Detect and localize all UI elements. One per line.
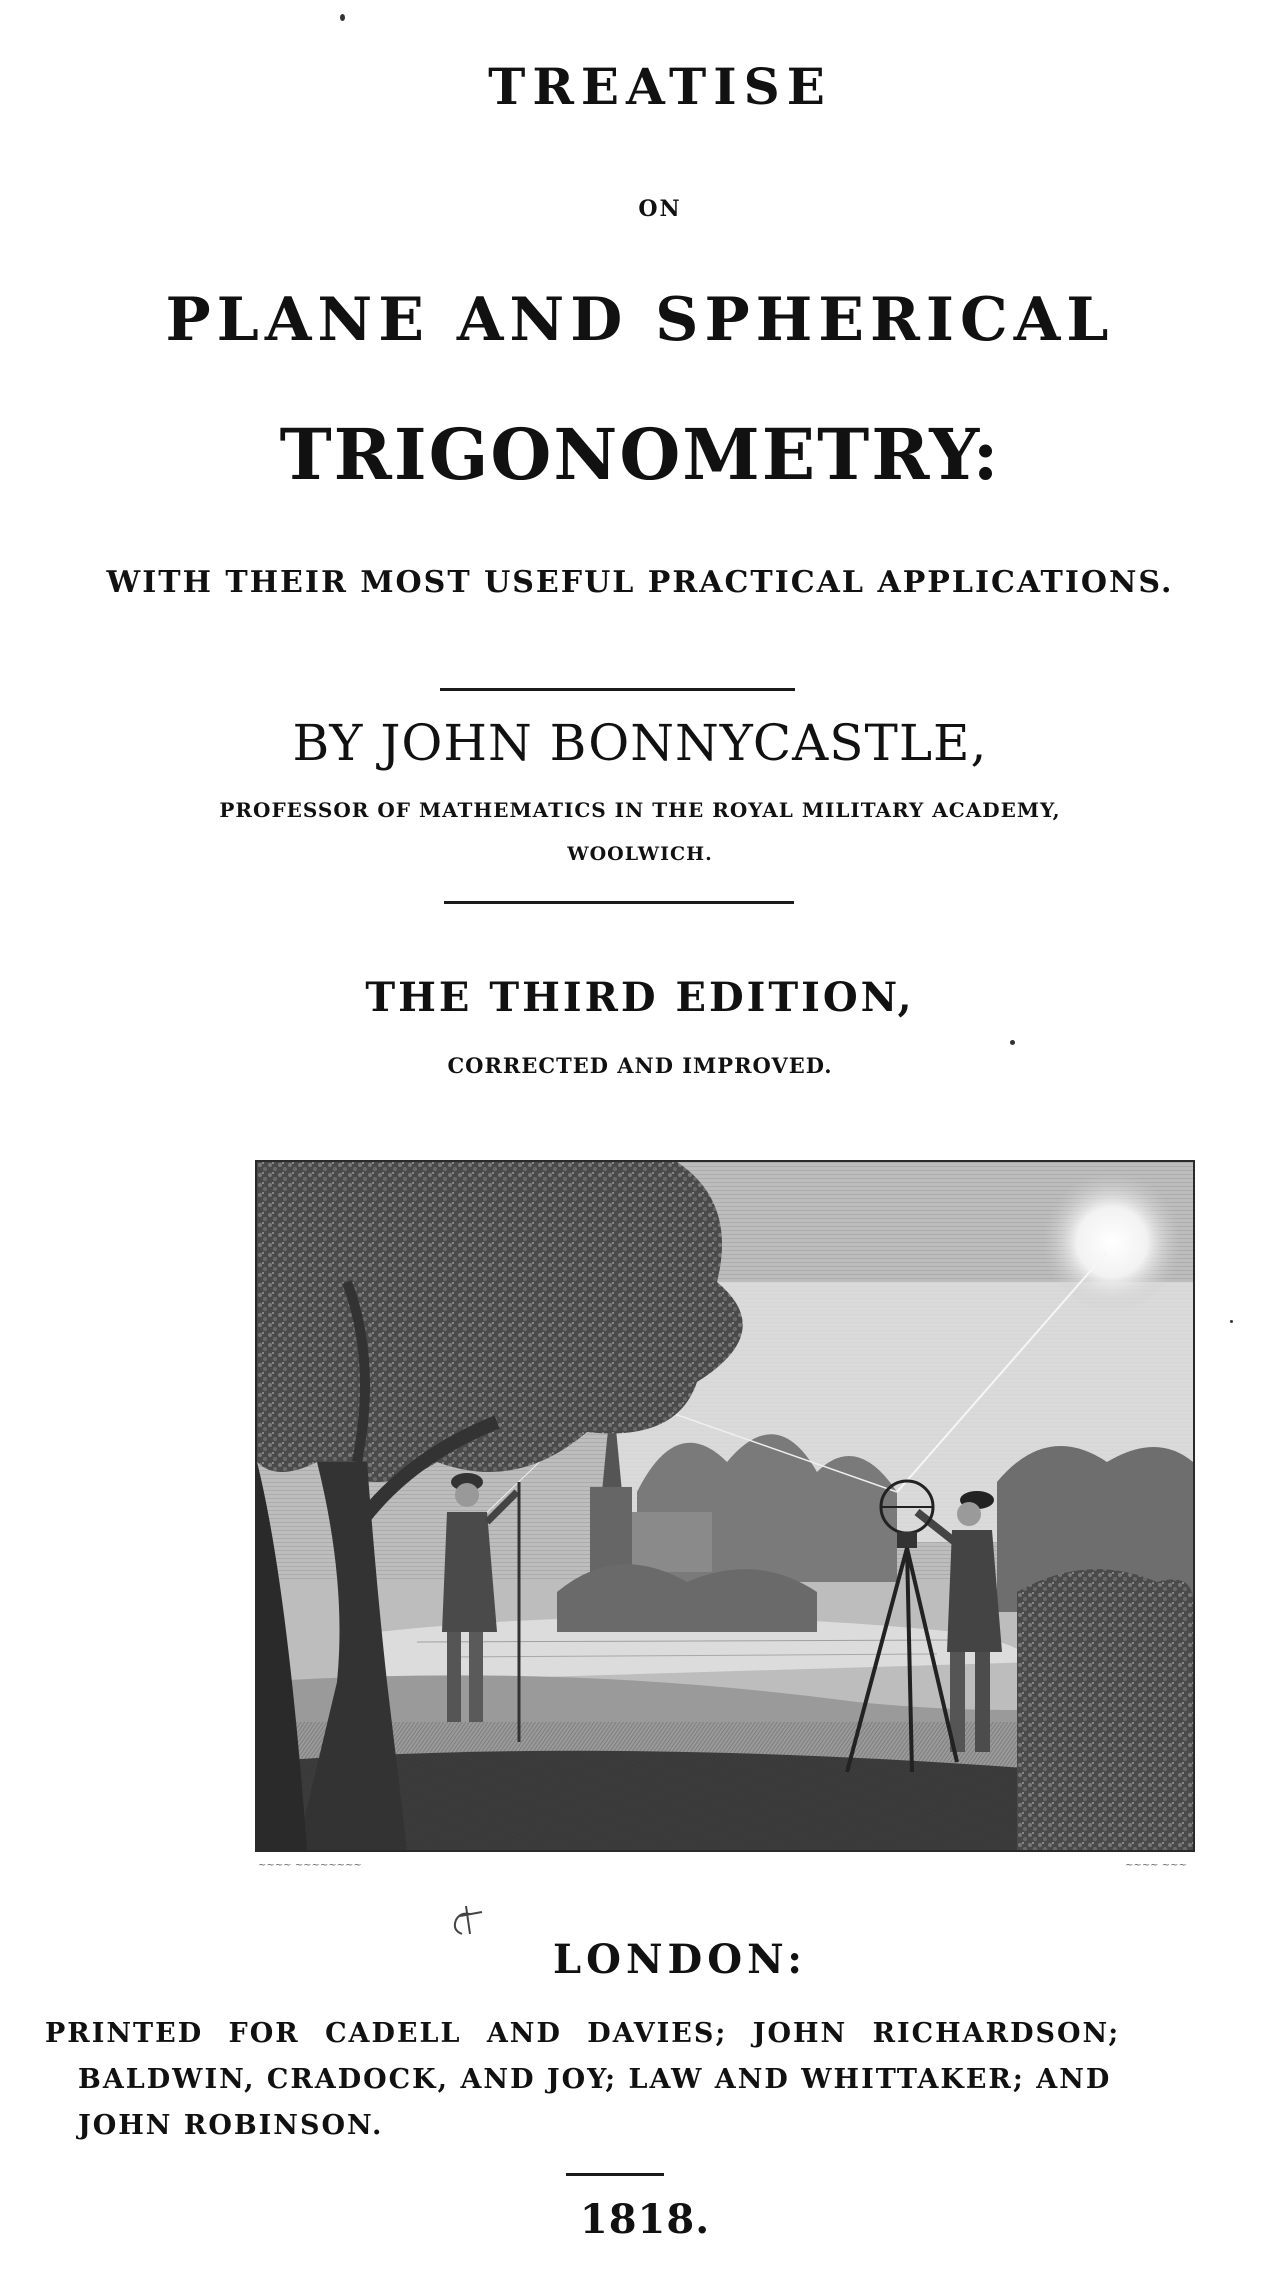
- imprint-line-1: PRINTED FOR CADELL AND DAVIES; JOHN RICHARDSON;: [45, 2018, 1121, 2049]
- title-line-1: PLANE AND SPHERICAL: [165, 285, 1115, 355]
- engraving-illustration: [255, 1160, 1195, 1852]
- author-place: WOOLWICH.: [567, 843, 713, 865]
- divider-rule: [440, 688, 795, 691]
- subtitle: WITH THEIR MOST USEFUL PRACTICAL APPLICATIONS.: [106, 565, 1174, 600]
- title-line-2: TRIGONOMETRY:: [279, 413, 1001, 496]
- surveyors-engraving-svg: [257, 1162, 1193, 1850]
- title-on: ON: [638, 196, 682, 222]
- ink-speck: [1010, 1040, 1015, 1045]
- title-word: TREATISE: [488, 57, 832, 116]
- divider-rule: [566, 2173, 664, 2176]
- author-name: BY JOHN BONNYCASTLE,: [292, 714, 988, 772]
- ink-speck: [340, 14, 345, 21]
- author-position: PROFESSOR OF MATHEMATICS IN THE ROYAL MILITARY ACADEMY,: [219, 798, 1061, 822]
- ink-speck: [1230, 1320, 1233, 1323]
- divider-rule: [444, 901, 794, 904]
- engraving-credit-right: ~~~~ ~~~: [1125, 1860, 1187, 1871]
- edition: THE THIRD EDITION,: [365, 974, 915, 1021]
- handwritten-mark: [448, 1900, 488, 1940]
- imprint-line-3: JOHN ROBINSON.: [78, 2110, 384, 2141]
- engraving-credit-left: ~~~~ ~~~~~~~~: [258, 1860, 362, 1871]
- imprint-line-2: BALDWIN, CRADOCK, AND JOY; LAW AND WHITTAKER; AND: [78, 2064, 1112, 2095]
- edition-note: CORRECTED AND IMPROVED.: [447, 1053, 833, 1078]
- publication-year: 1818.: [579, 2196, 711, 2243]
- imprint-place: LONDON:: [553, 1936, 807, 1983]
